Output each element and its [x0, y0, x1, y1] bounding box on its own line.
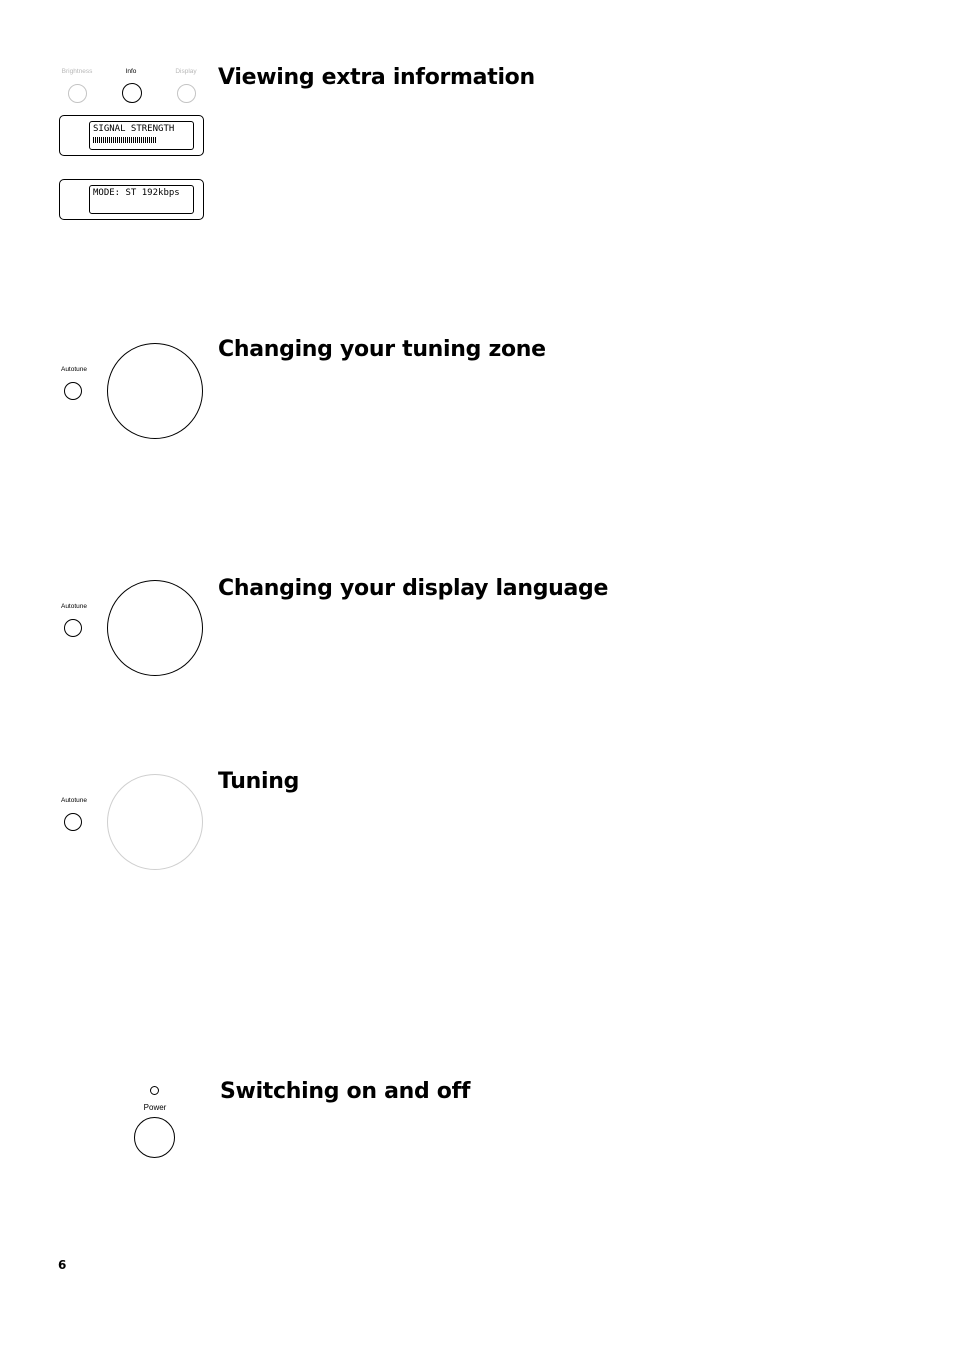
section-heading-tuning: Tuning — [218, 769, 300, 794]
autotune-button[interactable] — [64, 382, 82, 400]
brightness-button[interactable] — [68, 84, 87, 103]
section-heading-tuning-zone: Changing your tuning zone — [218, 337, 546, 362]
power-led-icon — [150, 1086, 159, 1095]
autotune-label: Autotune — [60, 366, 88, 373]
lcd-display-signal — [59, 115, 204, 156]
lcd-text-signal-strength: SIGNAL STRENGTH — [93, 124, 175, 134]
rotary-dial-icon[interactable] — [107, 774, 203, 870]
autotune-button[interactable] — [64, 619, 82, 637]
section-heading-power: Switching on and off — [220, 1079, 471, 1104]
autotune-label: Autotune — [60, 797, 88, 804]
autotune-button[interactable] — [64, 813, 82, 831]
page-number: 6 — [58, 1258, 67, 1272]
lcd-screen — [89, 121, 194, 150]
display-button[interactable] — [177, 84, 196, 103]
lcd-display-mode — [59, 179, 204, 220]
autotune-label: Autotune — [60, 603, 88, 610]
lcd-text-mode: MODE: ST 192kbps — [93, 188, 180, 198]
lcd-screen — [89, 185, 194, 214]
power-label: Power — [143, 1103, 167, 1112]
info-button[interactable] — [122, 83, 142, 103]
signal-strength-bars-icon — [93, 137, 157, 143]
brightness-button-label: Brightness — [61, 68, 93, 75]
section-heading-extra-info: Viewing extra information — [218, 65, 535, 90]
rotary-dial-icon[interactable] — [107, 343, 203, 439]
rotary-dial-icon[interactable] — [107, 580, 203, 676]
power-button[interactable] — [134, 1117, 175, 1158]
display-button-label: Display — [175, 68, 197, 75]
section-heading-display-language: Changing your display language — [218, 576, 609, 601]
info-button-label: Info — [125, 68, 137, 75]
